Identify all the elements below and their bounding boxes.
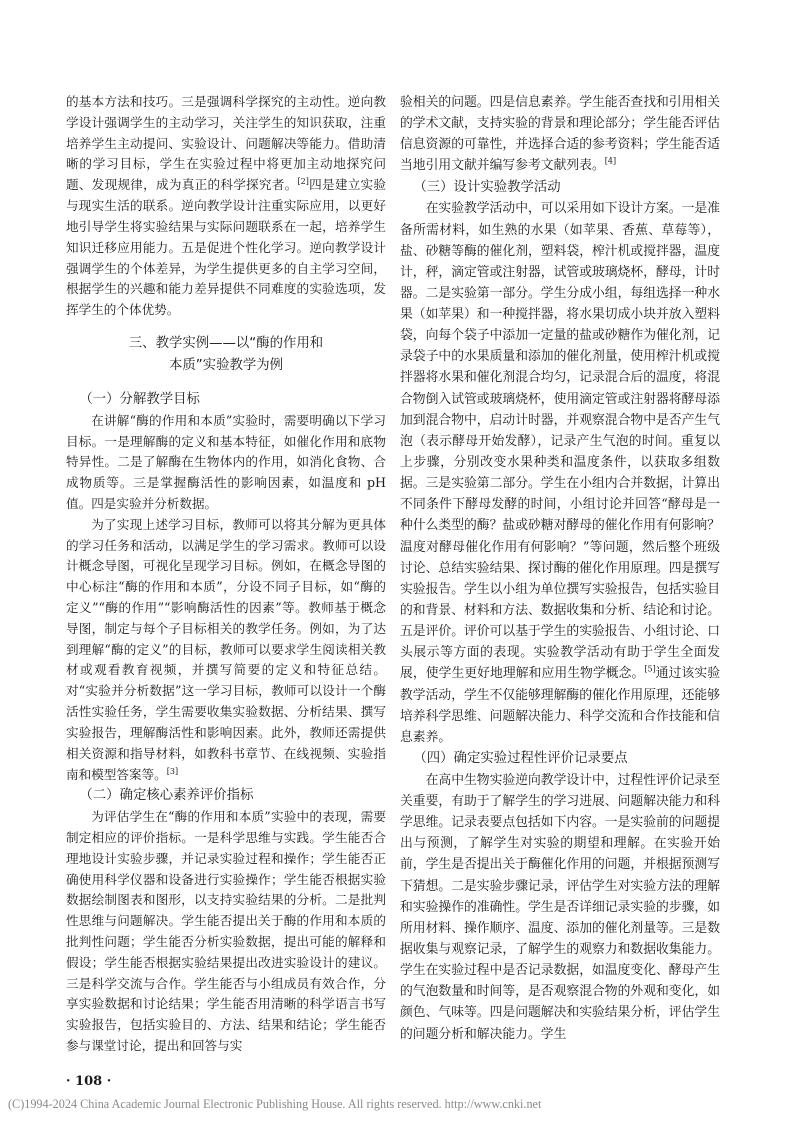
citation: [4]	[604, 157, 617, 167]
paragraph: 为评估学生在“酶的作用和本质”实验中的表现，需要制定相应的评价指标。一是科学思维与实践。学生能否合理地设计实验步骤，并记录实验过程和操作；学生能否正确使用科学仪器和设备进行实验操作；学生能否根据实验数据绘制图表和图形，以支持实验结果的分析。二是批判性思维与问题解决。学生能否提出关于酶的作用和本质的批判性问题；学生能否分析实验数据，提出可能的解释和假设；学生能否根据实验结果提出改进实验设计的建议。三是科学交流与合作。学生能否与小组成员有效合作，分享实验数据和讨论结果；学生能否用清晰的科学语言书写实验报告，包括实验目的、方法、结果和结论；学生能否参与课堂讨论，提出和回答与实	[66, 809, 386, 1054]
right-column	[400, 92, 720, 1045]
subsection-title: （二）确定核心素养评价指标	[79, 788, 254, 804]
subsection-title: （一）分解教学目标	[79, 391, 200, 407]
citation: [5]	[644, 665, 656, 675]
page-number: · 108 ·	[66, 1074, 112, 1089]
citation: [2]	[297, 177, 309, 187]
paragraph: 的基本方法和技巧。三是强调科学探究的主动性。逆向教学设计强调学生的主动学习，关注学生的知识获取，注重培养学生主动提问、实验设计、问题解决等能力。借助清晰的学习目标，学生在实验过程中将更加主动地探究问题、发现规律，成为真正的科学探究者。[2]四是建立实验与现实生活的联系。逆向教学设计注重实际应用，以更好地引导学生将实验结果与实际问题联系在一起，培养学生知识迁移应用能力。五是促进个性化学习。逆向教学设计强调学生的个体差异，为学生提供更多的自主学习空间，根据学生的兴趣和能力差异提供不同难度的实验选项，发挥学生的个体优势。	[66, 94, 387, 318]
paragraph: 在实验教学活动中，可以采用如下设计方案。一是准备所需材料，如生熟的水果（如苹果、香蕉、草莓等），盐、砂糖等酶的催化剂，塑料袋，榨汁机或搅拌器，温度计，秤，滴定管或注射器，试管或玻璃烧杯，酵母，计时器。二是实验第一部分。学生分成小组，每组选择一种水果（如苹果）和一种搅拌器，将水果切成小块并放入塑料袋，向每个袋子中添加一定量的盐或砂糖作为催化剂，记录袋子中的水果质量和添加的催化剂量，使用榨汁机或搅拌器将水果和催化剂混合均匀，记录混合后的温度，将混合物倒入试管或玻璃烧杯，使用滴定管或注射器将酵母添加到混合物中，启动计时器，并观察混合物中是否产生气泡（表示酵母开始发酵），记录产生气泡的时间。重复以上步骤，分别改变水果种类和温度条件，以获取多组数据。三是实验第二部分。学生在小组内合并数据，计算出不同条件下酵母发酵的时间，小组讨论并回答“酵母是一种什么类型的酶？盐或砂糖对酵母的催化作用有何影响？温度对酵母催化作用有何影响？”等问题，然后整个班级讨论、总结实验结果、探讨酶的催化作用原理。四是撰写实验报告。学生以小组为单位撰写实验报告，包括实验目的和背景、材料和方法、数据收集和分析、结论和讨论。五是评价。评价可以基于学生的实验报告、小组讨论、口头展示等方面的表现。实验教学活动有助于学生全面发展，使学生更好地理解和应用生物学概念。[5]通过该实验教学活动，学生不仅能够理解酶的催化作用原理，还能够培养科学思维、问题解决能力、科学交流和合作技能和信息素养。	[400, 201, 721, 745]
citation: [3]	[166, 766, 179, 776]
paragraph: 验相关的问题。四是信息素养。学生能否查找和引用相关的学术文献，支持实验的背景和理论部分；学生能否评估信息资源的可靠性，并选择合适的参考资料；学生能否适当地引用文献并编写参考文献列表。[4]	[400, 95, 720, 174]
paragraph: 在讲解“酶的作用和本质”实验时，需要明确以下学习目标。一是理解酶的定义和基本特征，如催化作用和底物特异性。二是了解酶在生物体内的作用，如消化食物、合成物质等。三是掌握酶活性的影响因素，如温度和 pH 值。四是实验并分析数据。	[66, 412, 386, 511]
subsection-title: （三）设计实验教学活动	[413, 179, 561, 195]
paragraph: 在高中生物实验逆向教学设计中，过程性评价记录至关重要，有助于了解学生的学习进展、问题解决能力和科学思维。记录表要点包括如下内容。一是实验前的问题提出与预测，了解学生对实验的期望和理解。在实验开始前，学生是否提出关于酶催化作用的问题，并根据预测写下猜想。二是实验步骤记录，评估学生对实验方法的理解和实验操作的准确性。学生是否详细记录实验的步骤，如所用材料、操作顺序、温度、添加的催化剂量等。三是数据收集与观察记录，了解学生的观察力和数据收集能力。学生在实验过程中是否记录数据，如温度变化、酵母产生的气泡数量和时间等，是否观察混合物的外观和变化，如颜色、气味等。四是问题解决和实验结果分析，评估学生的问题分析和解决能力。学生	[400, 772, 720, 1042]
left-column	[66, 92, 386, 1057]
section-title: 三、教学实例——以“酶的作用和 本质”实验教学为例	[128, 335, 324, 373]
subsection-title: （四）确定实验过程性评价记录要点	[413, 751, 628, 767]
paragraph: 为了实现上述学习目标，教师可以将其分解为更具体的学习任务和活动，以满足学生的学习需求。教师可以设计概念导图，可视化呈现学习目标。例如，在概念导图的中心标注“酶的作用和本质”，分设不同子目标，如“酶的定义”“酶的作用”“影响酶活性的因素”等。教师基于概念导图，制定与每个子目标相关的教学任务。例如，为了达到理解“酶的定义”的目标，教师可以要求学生阅读相关教材或观看教育视频，并撰写简要的定义和特征总结。对“实验并分析数据”这一学习目标，教师可以设计一个酶活性实验任务，学生需要收集实验数据、分析结果、撰写实验报告，理解酶活性和影响因素。此外，教师还需提供相关资源和指导材料，如教科书章节、在线视频、实验指南和模型答案等。[3]	[66, 516, 386, 782]
copyright-footer: (C)1994-2024 China Academic Journal Electronic Publishing House. All rights reserved. http://www.cnki.net	[8, 1097, 542, 1111]
